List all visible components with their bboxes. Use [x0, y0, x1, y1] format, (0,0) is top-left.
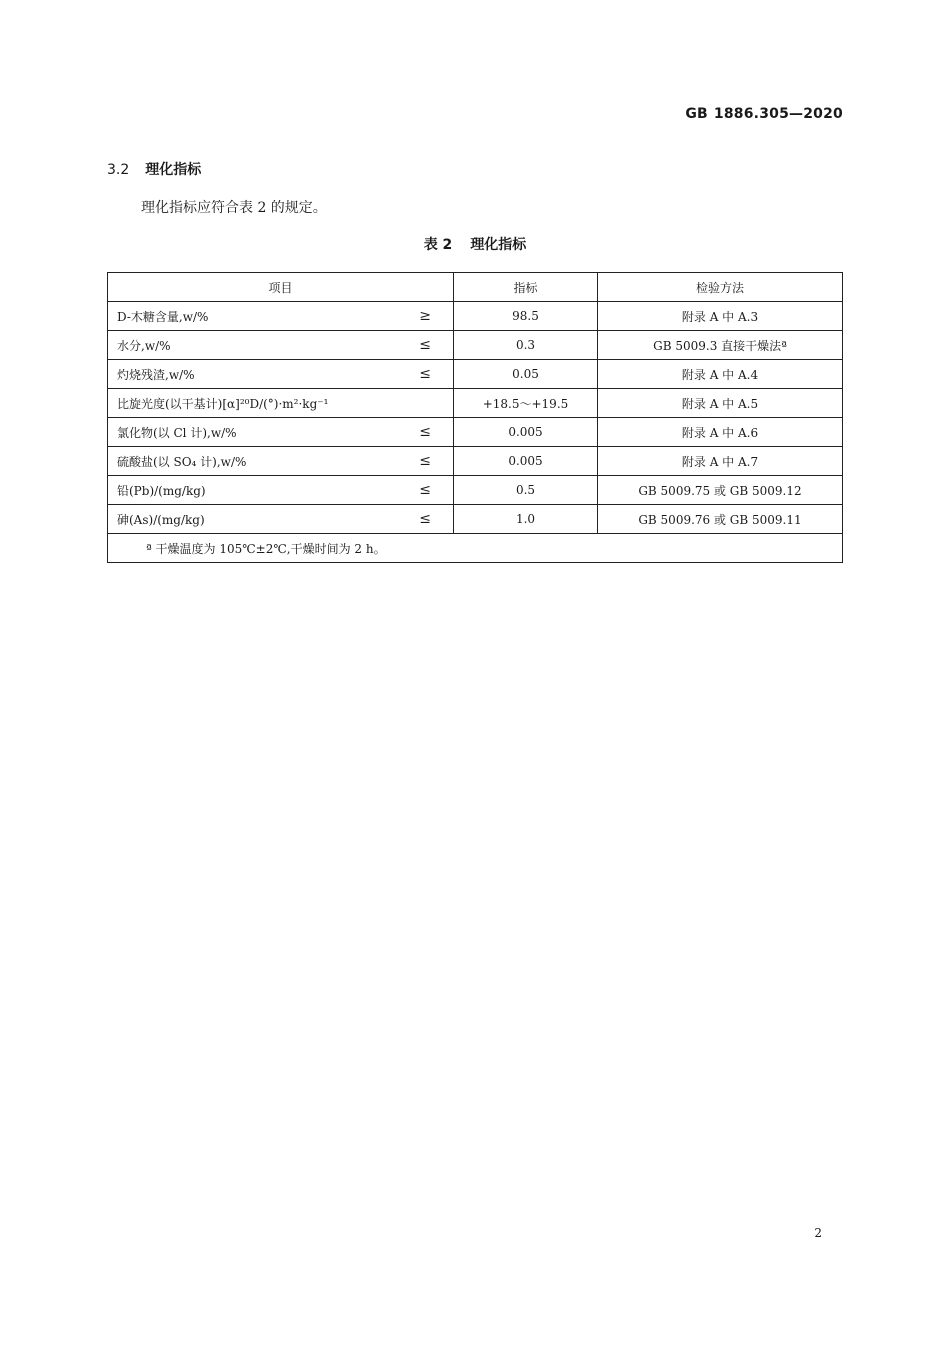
page-number: 2 [814, 1226, 822, 1240]
table-header-row [108, 273, 843, 302]
row-item-text: 氯化物(以 Cl 计),w/% [117, 425, 237, 440]
row-item [108, 302, 454, 331]
table-row [108, 476, 843, 505]
comparison-operator: ≥ [419, 308, 431, 324]
row-item-text: 水分,w/% [117, 338, 171, 353]
table-footnote-row [108, 534, 843, 563]
comparison-operator: ≤ [419, 482, 431, 498]
row-item-text: 铅(Pb)/(mg/kg) [117, 483, 206, 498]
row-item [108, 389, 454, 418]
row-value: 0.05 [454, 360, 598, 389]
table-row [108, 505, 843, 534]
table-caption-label: 表 2 [423, 237, 453, 253]
row-item-text: 砷(As)/(mg/kg) [117, 512, 205, 527]
table-row [108, 447, 843, 476]
body-paragraph: 理化指标应符合表 2 的规定。 [141, 200, 327, 216]
row-value: 1.0 [454, 505, 598, 534]
section-number: 3.2 [107, 162, 130, 178]
row-item [108, 418, 454, 447]
row-item-text: 灼烧残渣,w/% [117, 367, 195, 382]
row-method: 附录 A 中 A.4 [598, 360, 843, 389]
row-method: 附录 A 中 A.7 [598, 447, 843, 476]
row-method: 附录 A 中 A.5 [598, 389, 843, 418]
section-heading [107, 159, 201, 179]
row-item-text: D-木糖含量,w/% [117, 309, 209, 324]
row-method: 附录 A 中 A.6 [598, 418, 843, 447]
row-item [108, 331, 454, 360]
comparison-operator: ≤ [419, 453, 431, 469]
row-item [108, 447, 454, 476]
row-item [108, 505, 454, 534]
comparison-operator: ≤ [419, 337, 431, 353]
header-item: 项目 [108, 273, 454, 302]
row-value: +18.5～+19.5 [454, 389, 598, 418]
table-row [108, 360, 843, 389]
row-item [108, 476, 454, 505]
header-method: 检验方法 [598, 273, 843, 302]
comparison-operator: ≤ [419, 511, 431, 527]
row-method: GB 5009.3 直接干燥法ª [598, 331, 843, 360]
spec-table [107, 272, 843, 563]
row-method: GB 5009.75 或 GB 5009.12 [598, 476, 843, 505]
row-item [108, 360, 454, 389]
row-method: GB 5009.76 或 GB 5009.11 [598, 505, 843, 534]
row-value: 0.3 [454, 331, 598, 360]
standard-number [685, 106, 843, 122]
standard-prefix: GB [685, 106, 708, 122]
header-value: 指标 [454, 273, 598, 302]
row-item-text: 硫酸盐(以 SO₄ 计),w/% [117, 454, 247, 469]
comparison-operator: ≤ [419, 366, 431, 382]
row-value: 98.5 [454, 302, 598, 331]
table-row [108, 302, 843, 331]
table-caption-title: 理化指标 [470, 237, 527, 253]
row-item-text: 比旋光度(以干基计)[α]²⁰D/(°)·m²·kg⁻¹ [117, 396, 329, 411]
standard-code: 1886.305—2020 [713, 106, 843, 122]
row-value: 0.005 [454, 447, 598, 476]
table-footnote: ª 干燥温度为 105℃±2℃,干燥时间为 2 h。 [108, 534, 843, 563]
table-caption [0, 234, 950, 254]
row-value: 0.005 [454, 418, 598, 447]
comparison-operator: ≤ [419, 424, 431, 440]
table-row [108, 331, 843, 360]
section-title: 理化指标 [145, 162, 202, 178]
table-row [108, 418, 843, 447]
table-row [108, 389, 843, 418]
row-value: 0.5 [454, 476, 598, 505]
row-method: 附录 A 中 A.3 [598, 302, 843, 331]
